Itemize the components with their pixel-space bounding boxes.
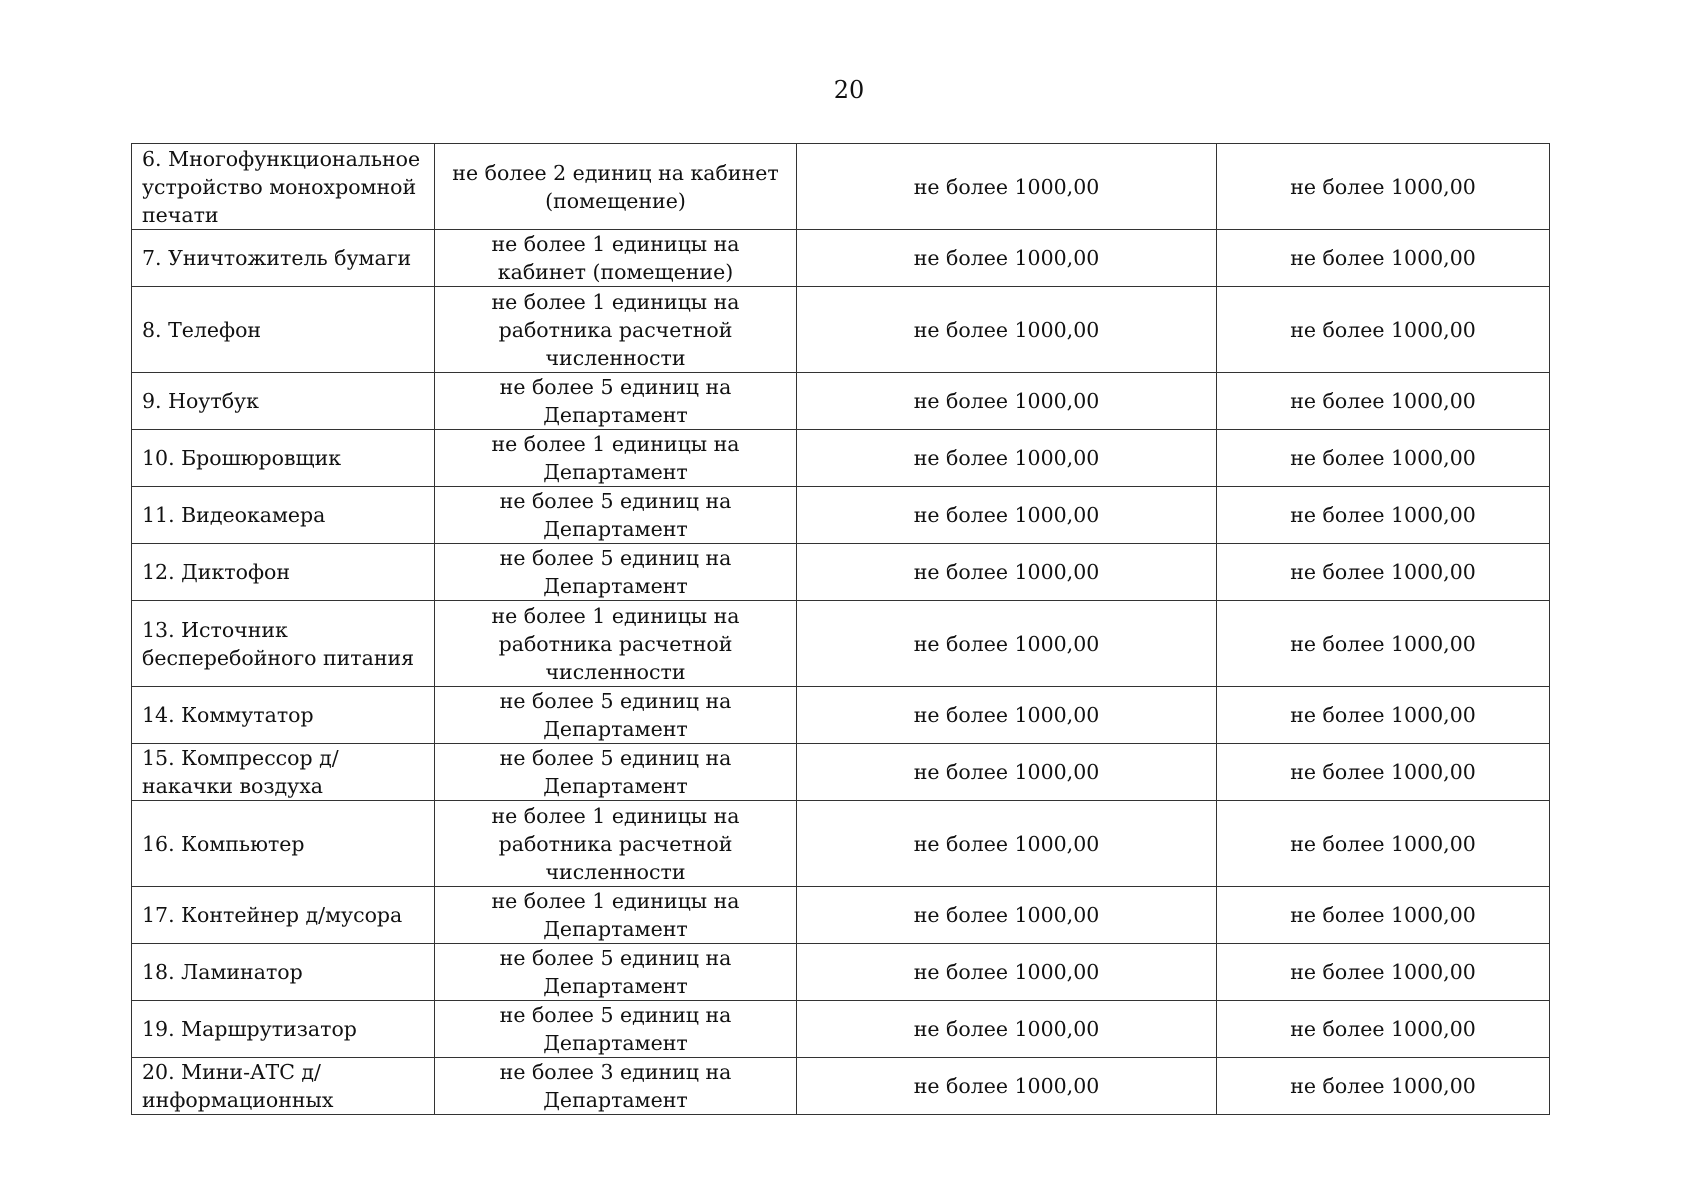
price-limit-cell: не более 1000,00 xyxy=(797,487,1217,544)
price-limit-cell: не более 1000,00 xyxy=(1217,287,1550,373)
price-limit-cell: не более 1000,00 xyxy=(797,1058,1217,1115)
table-row xyxy=(132,944,1550,1001)
table-body xyxy=(132,144,1550,1115)
quantity-limit-cell: не более 1 единицы на работника расчетной численности xyxy=(435,801,797,887)
quantity-limit-cell: не более 1 единицы на работника расчетной численности xyxy=(435,287,797,373)
quantity-limit-cell: не более 2 единиц на кабинет (помещение) xyxy=(435,144,797,230)
price-limit-cell: не более 1000,00 xyxy=(797,287,1217,373)
table-row xyxy=(132,801,1550,887)
item-name-cell: 7. Уничтожитель бумаги xyxy=(132,230,435,287)
table-row xyxy=(132,230,1550,287)
table-row xyxy=(132,487,1550,544)
price-limit-cell: не более 1000,00 xyxy=(1217,230,1550,287)
price-limit-cell: не более 1000,00 xyxy=(797,744,1217,801)
quantity-limit-cell: не более 5 единиц на Департамент xyxy=(435,373,797,430)
item-name-cell: 18. Ламинатор xyxy=(132,944,435,1001)
table-row xyxy=(132,1058,1550,1115)
price-limit-cell: не более 1000,00 xyxy=(1217,687,1550,744)
item-name-cell: 10. Брошюровщик xyxy=(132,430,435,487)
price-limit-cell: не более 1000,00 xyxy=(797,544,1217,601)
item-name-cell: 11. Видеокамера xyxy=(132,487,435,544)
price-limit-cell: не более 1000,00 xyxy=(1217,744,1550,801)
item-name-cell: 6. Многофункциональное устройство монохромной печати xyxy=(132,144,435,230)
item-name-cell: 17. Контейнер д/мусора xyxy=(132,887,435,944)
quantity-limit-cell: не более 1 единицы на кабинет (помещение) xyxy=(435,230,797,287)
table-row xyxy=(132,887,1550,944)
price-limit-cell: не более 1000,00 xyxy=(1217,944,1550,1001)
price-limit-cell: не более 1000,00 xyxy=(1217,544,1550,601)
price-limit-cell: не более 1000,00 xyxy=(1217,144,1550,230)
quantity-limit-cell: не более 5 единиц на Департамент xyxy=(435,687,797,744)
item-name-cell: 16. Компьютер xyxy=(132,801,435,887)
price-limit-cell: не более 1000,00 xyxy=(1217,1058,1550,1115)
price-limit-cell: не более 1000,00 xyxy=(797,801,1217,887)
table-row xyxy=(132,144,1550,230)
price-limit-cell: не более 1000,00 xyxy=(1217,487,1550,544)
price-limit-cell: не более 1000,00 xyxy=(797,601,1217,687)
item-name-cell: 20. Мини-АТС д/информационных xyxy=(132,1058,435,1115)
item-name-cell: 12. Диктофон xyxy=(132,544,435,601)
price-limit-cell: не более 1000,00 xyxy=(797,144,1217,230)
price-limit-cell: не более 1000,00 xyxy=(1217,801,1550,887)
table-row xyxy=(132,373,1550,430)
quantity-limit-cell: не более 5 единиц на Департамент xyxy=(435,487,797,544)
price-limit-cell: не более 1000,00 xyxy=(797,887,1217,944)
price-limit-cell: не более 1000,00 xyxy=(797,373,1217,430)
price-limit-cell: не более 1000,00 xyxy=(797,230,1217,287)
price-limit-cell: не более 1000,00 xyxy=(797,430,1217,487)
price-limit-cell: не более 1000,00 xyxy=(1217,887,1550,944)
equipment-norms-table xyxy=(131,143,1550,1115)
quantity-limit-cell: не более 5 единиц на Департамент xyxy=(435,744,797,801)
item-name-cell: 19. Маршрутизатор xyxy=(132,1001,435,1058)
quantity-limit-cell: не более 5 единиц на Департамент xyxy=(435,1001,797,1058)
table-row xyxy=(132,687,1550,744)
table-row xyxy=(132,287,1550,373)
quantity-limit-cell: не более 1 единицы на Департамент xyxy=(435,887,797,944)
item-name-cell: 9. Ноутбук xyxy=(132,373,435,430)
item-name-cell: 8. Телефон xyxy=(132,287,435,373)
item-name-cell: 15. Компрессор д/накачки воздуха xyxy=(132,744,435,801)
table-row xyxy=(132,430,1550,487)
quantity-limit-cell: не более 5 единиц на Департамент xyxy=(435,944,797,1001)
item-name-cell: 14. Коммутатор xyxy=(132,687,435,744)
table-row xyxy=(132,544,1550,601)
quantity-limit-cell: не более 5 единиц на Департамент xyxy=(435,544,797,601)
price-limit-cell: не более 1000,00 xyxy=(797,944,1217,1001)
table-row xyxy=(132,744,1550,801)
price-limit-cell: не более 1000,00 xyxy=(1217,1001,1550,1058)
page-number: 20 xyxy=(833,76,865,104)
quantity-limit-cell: не более 3 единиц на Департамент xyxy=(435,1058,797,1115)
item-name-cell: 13. Источник бесперебойного питания xyxy=(132,601,435,687)
price-limit-cell: не более 1000,00 xyxy=(1217,430,1550,487)
price-limit-cell: не более 1000,00 xyxy=(797,1001,1217,1058)
quantity-limit-cell: не более 1 единицы на Департамент xyxy=(435,430,797,487)
price-limit-cell: не более 1000,00 xyxy=(797,687,1217,744)
table-row xyxy=(132,1001,1550,1058)
price-limit-cell: не более 1000,00 xyxy=(1217,373,1550,430)
table-row xyxy=(132,601,1550,687)
price-limit-cell: не более 1000,00 xyxy=(1217,601,1550,687)
quantity-limit-cell: не более 1 единицы на работника расчетной численности xyxy=(435,601,797,687)
